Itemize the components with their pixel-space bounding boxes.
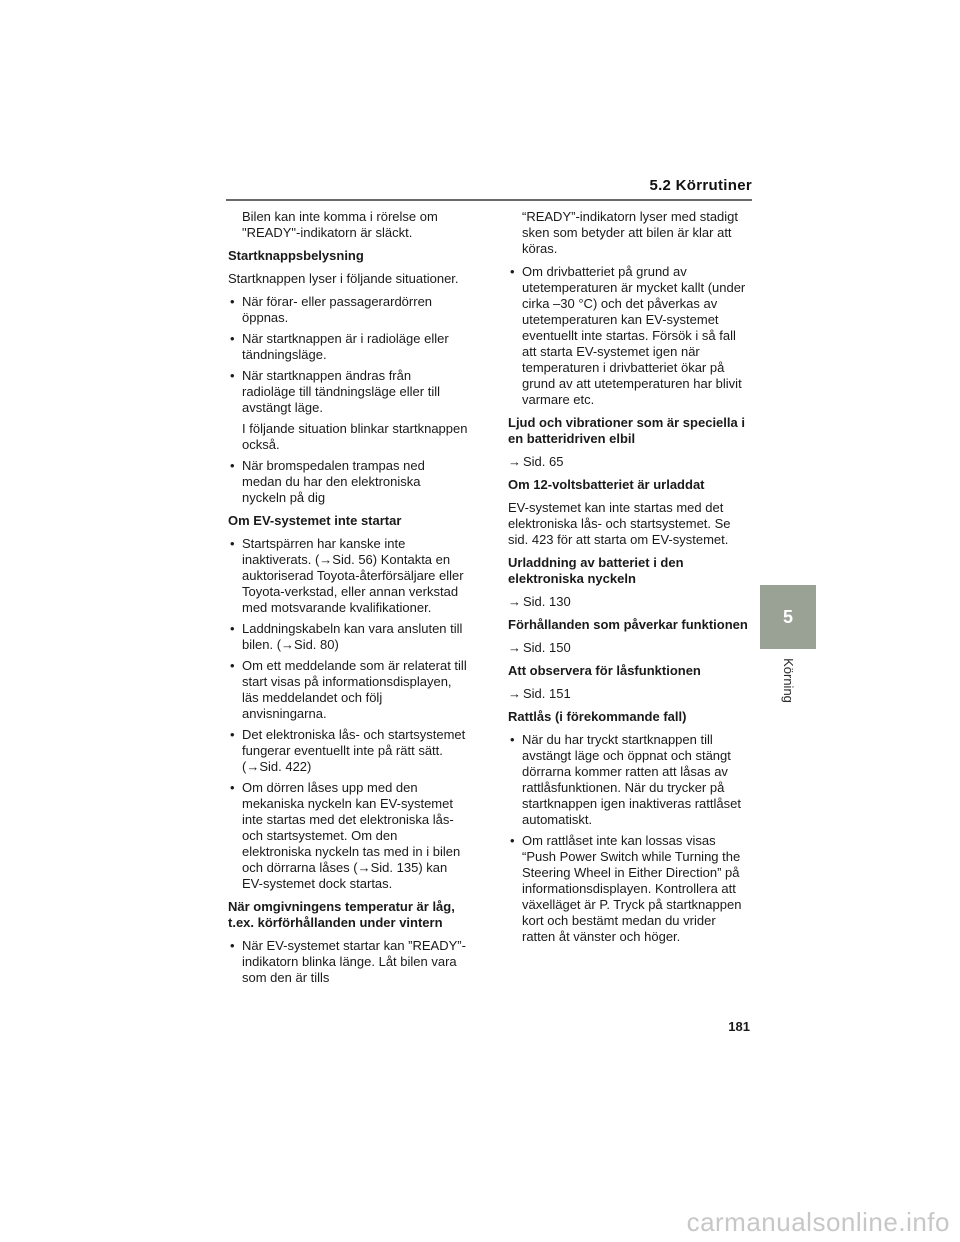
list-item: • Om rattlåset inte kan lossas visas “Push Power Switch while Turning the Steering Wheel in Either Direction” på informationsdisplayen. Kontrollera att växelläget är P. Tryck på startknappen kort och bestämt medan du vrider ratten åt vänster och höger. <box>508 833 748 945</box>
list-item: • När EV-systemet startar kan ”READY”-indikatorn blinka länge. Låt bilen vara som den är tills <box>228 938 468 986</box>
header-rule <box>226 199 752 201</box>
heading-lock-notes: Att observera för låsfunktionen <box>508 663 701 678</box>
page-reference: → Sid. 150 <box>508 640 748 656</box>
bullet-list <box>508 264 748 408</box>
heading-key-battery: Urladdning av batteriet i den elektroniska nyckeln <box>508 555 684 586</box>
list-item: • När startknappen ändras från radioläge till tändningsläge eller till avstängt läge. <box>228 368 468 416</box>
list-item: • När förar- eller passagerardörren öppnas. <box>228 294 468 326</box>
list-item: • Det elektroniska lås- och startsystemet fungerar eventuellt inte på rätt sätt. (→Sid. 422) <box>228 727 468 775</box>
bullet-list <box>228 536 468 892</box>
list-item: • När du har tryckt startknappen till avstängt läge och öppnat och stängt dörrarna kommer ratten att låsas av rattlåsfunktionen. När du trycker på startknappen igen inaktiveras rattlåset automatiskt. <box>508 732 748 828</box>
heading-ev-not-starting: Om EV-systemet inte startar <box>228 513 402 528</box>
page-reference: → Sid. 130 <box>508 594 748 610</box>
list-item: • Om drivbatteriet på grund av utetemperaturen är mycket kallt (under cirka –30 °C) och det påverkas av utetemperaturen kan EV-systemet eventuellt inte startas. Försök i så fall att starta EV-systemet igen när temperaturen i drivbatteriet ökar på grund av att utetemperaturen har blivit varmare etc. <box>508 264 748 408</box>
chapter-label <box>760 650 816 710</box>
heading-start-button-light: Startknappsbelysning <box>228 248 364 263</box>
left-column <box>228 209 468 993</box>
heading-low-temperature: När omgivningens temperatur är låg, t.ex. körförhållanden under vintern <box>228 899 455 930</box>
heading-steering-lock: Rattlås (i förekommande fall) <box>508 709 687 724</box>
list-item: • Om dörren låses upp med den mekaniska nyckeln kan EV-systemet inte startas med det elektroniska lås- och startsystemet. Om den elektroniska nyckeln tas med in i bilen och dörrarna låses (→Sid. 135) kan EV-systemet dock startas. <box>228 780 468 892</box>
bullet-list <box>508 732 748 945</box>
paragraph: Startknappen lyser i följande situationer. <box>228 271 459 286</box>
list-item: • Startspärren har kanske inte inaktiverats. (→Sid. 56) Kontakta en auktoriserad Toyota-återförsäljare eller Toyota-verkstad, eller annan verkstad med motsvarande kvalifikationer. <box>228 536 468 616</box>
page-reference: → Sid. 65 <box>508 454 748 470</box>
heading-12v-battery: Om 12-voltsbatteriet är urladdat <box>508 477 705 492</box>
chapter-label-text: Körning <box>780 657 796 703</box>
chapter-number: 5 <box>782 606 793 627</box>
page-number: 181 <box>728 1019 750 1034</box>
bullet-list <box>228 938 468 986</box>
list-note: I följande situation blinkar startknappen också. <box>242 421 468 452</box>
page-reference: → Sid. 151 <box>508 686 748 702</box>
list-item: • När bromspedalen trampas ned medan du har den elektroniska nyckeln på dig <box>228 458 468 506</box>
list-item: • Laddningskabeln kan vara ansluten till bilen. (→Sid. 80) <box>228 621 468 653</box>
intro-text: Bilen kan inte komma i rörelse om "READY"-indikatorn är släckt. <box>242 209 438 240</box>
right-column <box>508 209 748 952</box>
heading-sounds-vibrations: Ljud och vibrationer som är speciella i en batteridriven elbil <box>508 415 745 446</box>
paragraph: EV-systemet kan inte startas med det elektroniska lås- och startsystemet. Se sid. 423 för att starta om EV-systemet. <box>508 500 731 547</box>
chapter-tab <box>760 585 816 649</box>
continued-text: “READY”-indikatorn lyser med stadigt sken som betyder att bilen är klar att köras. <box>522 209 739 256</box>
heading-conditions: Förhållanden som påverkar funktionen <box>508 617 748 632</box>
bullet-list <box>228 294 468 506</box>
section-title: 5.2 Körrutiner <box>649 177 752 194</box>
watermark: carmanualsonline.info <box>686 1207 950 1237</box>
list-item: • Om ett meddelande som är relaterat till start visas på informationsdisplayen, läs meddelandet och följ anvisningarna. <box>228 658 468 722</box>
list-item: • När startknappen är i radioläge eller tändningsläge. <box>228 331 468 363</box>
